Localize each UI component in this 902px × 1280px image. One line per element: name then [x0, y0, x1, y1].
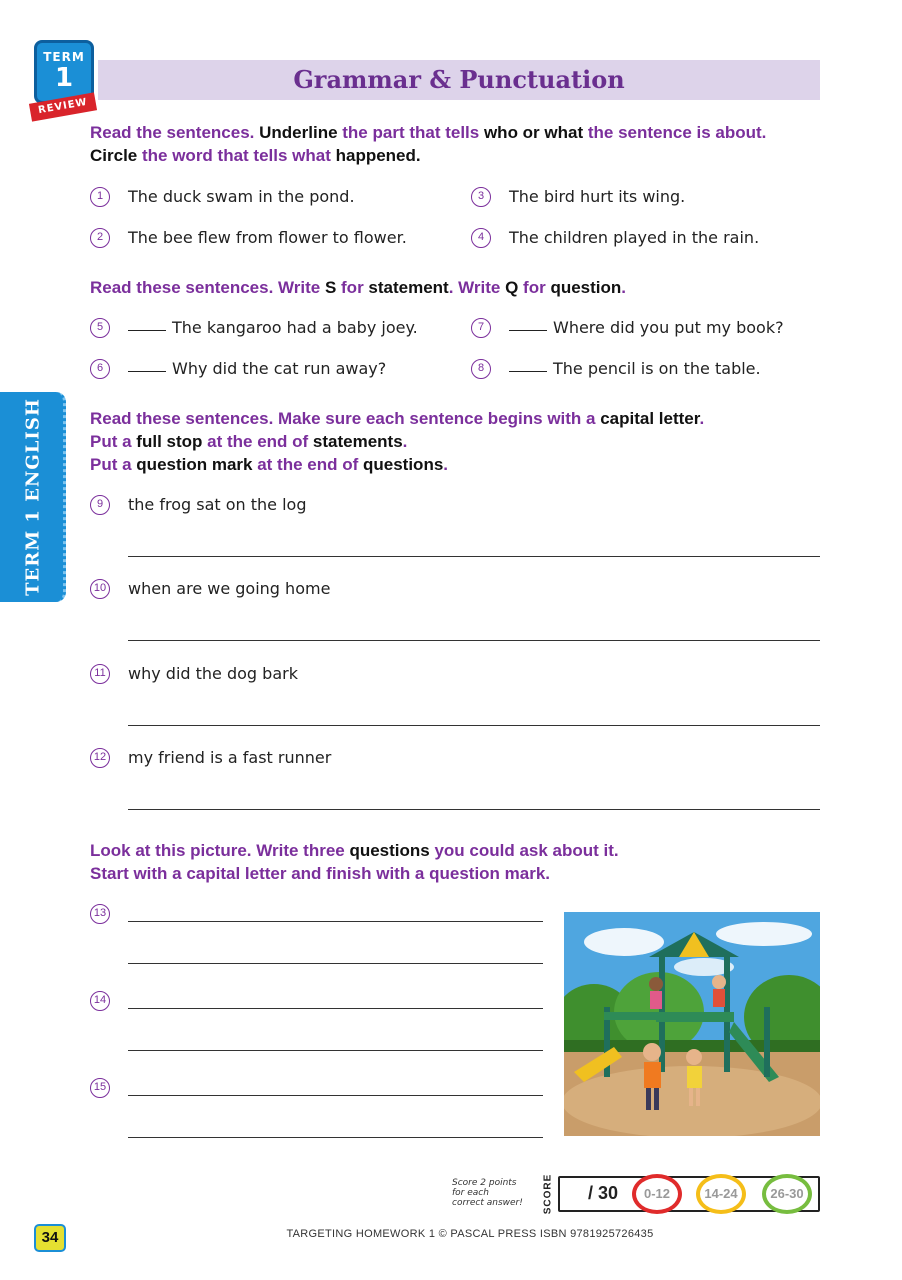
instruction-segment: for: [518, 278, 551, 297]
instruction-segment: questions: [349, 841, 430, 860]
playground-picture: [564, 912, 820, 1136]
item-text: The pencil is on the table.: [553, 359, 761, 378]
score-label: SCORE: [542, 1173, 554, 1215]
instruction-segment: questions: [363, 455, 444, 474]
item-number: 10: [90, 579, 110, 599]
item-text: The duck swam in the pond.: [128, 187, 355, 206]
instruction-segment: Circle: [90, 146, 142, 165]
score-range-high: 26-30: [762, 1174, 812, 1214]
title-bar: [98, 60, 820, 100]
instruction-segment: statement: [368, 278, 449, 297]
instruction-segment: Read these sentences. Write: [90, 278, 325, 297]
instruction-segment: Start with a capital letter and finish with a question mark.: [90, 864, 551, 883]
instruction-segment: question: [550, 278, 622, 297]
instruction-segment: at the end of: [252, 455, 363, 474]
page-title: Grammar & Punctuation: [293, 65, 625, 94]
item-number: 15: [90, 1078, 110, 1098]
instruction-segment: the word that tells what: [141, 146, 331, 165]
writing-line[interactable]: [128, 921, 543, 922]
item-number: 12: [90, 748, 110, 768]
writing-line[interactable]: [128, 556, 820, 557]
term-number: 1: [54, 63, 74, 93]
instruction-segment: Underline: [254, 123, 343, 142]
score-note-line: Score 2 points: [452, 1178, 517, 1188]
instruction-segment: .: [621, 278, 627, 297]
answer-blank[interactable]: [128, 330, 166, 331]
writing-line[interactable]: [128, 640, 820, 641]
item-text: why did the dog bark: [128, 664, 298, 683]
score-label-wrap: [540, 1173, 556, 1215]
score-range-mid: 14-24: [696, 1174, 746, 1214]
item-row: [128, 318, 418, 337]
score-note: [452, 1178, 542, 1208]
item-text: when are we going home: [128, 579, 331, 598]
item-number: 13: [90, 904, 110, 924]
writing-line[interactable]: [128, 1008, 543, 1009]
side-tab: [0, 392, 66, 602]
instruction-segment: you could ask about it.: [429, 841, 619, 860]
item-number: 3: [471, 187, 491, 207]
section1-instruction: [90, 121, 766, 167]
instruction-segment: .: [699, 409, 705, 428]
item-number: 7: [471, 318, 491, 338]
instruction-segment: S: [324, 278, 337, 297]
instruction-segment: .: [402, 432, 408, 451]
writing-line[interactable]: [128, 725, 820, 726]
item-number: 9: [90, 495, 110, 515]
item-row: [128, 359, 386, 378]
item-number: 2: [90, 228, 110, 248]
item-number: 4: [471, 228, 491, 248]
playground-illustration: [564, 912, 820, 1136]
item-number: 6: [90, 359, 110, 379]
instruction-segment: Q: [505, 278, 519, 297]
instruction-segment: for: [336, 278, 369, 297]
item-number: 1: [90, 187, 110, 207]
instruction-segment: Put a: [90, 432, 137, 451]
item-number: 8: [471, 359, 491, 379]
footer-text: TARGETING HOMEWORK 1 © PASCAL PRESS ISBN 9781925726435: [286, 1228, 654, 1240]
item-text: Where did you put my book?: [553, 318, 784, 337]
item-number: 5: [90, 318, 110, 338]
item-text: The bee flew from flower to flower.: [128, 228, 407, 247]
answer-blank[interactable]: [128, 371, 166, 372]
instruction-segment: who or what: [479, 123, 588, 142]
item-text: The kangaroo had a baby joey.: [172, 318, 418, 337]
item-row: [509, 318, 784, 337]
answer-blank[interactable]: [509, 330, 547, 331]
item-number: 14: [90, 991, 110, 1011]
item-number: 11: [90, 664, 110, 684]
instruction-segment: .: [443, 455, 449, 474]
score-range-low: 0-12: [632, 1174, 682, 1214]
writing-line[interactable]: [128, 1137, 543, 1138]
score-note-line: correct answer!: [452, 1198, 523, 1208]
instruction-segment: the part that tells: [342, 123, 480, 142]
section2-instruction: [90, 276, 626, 299]
answer-blank[interactable]: [509, 371, 547, 372]
instruction-segment: statements: [312, 432, 403, 451]
page-number: 34: [34, 1224, 66, 1252]
writing-line[interactable]: [128, 963, 543, 964]
instruction-segment: . Write: [448, 278, 506, 297]
instruction-segment: capital letter: [600, 409, 700, 428]
item-row: [509, 359, 761, 378]
item-text: Why did the cat run away?: [172, 359, 387, 378]
term-word: TERM: [43, 50, 85, 64]
score-out-of: / 30: [588, 1183, 619, 1203]
score-note-line: for each: [452, 1188, 489, 1198]
instruction-segment: Read these sentences. Make sure each sentence begins with a: [90, 409, 601, 428]
instruction-segment: question mark: [136, 455, 253, 474]
writing-line[interactable]: [128, 1095, 543, 1096]
writing-line[interactable]: [128, 1050, 543, 1051]
review-tag: REVIEW: [29, 92, 97, 121]
instruction-segment: Put a: [90, 455, 137, 474]
instruction-segment: the sentence is about.: [587, 123, 767, 142]
item-text: The children played in the rain.: [509, 228, 760, 247]
writing-line[interactable]: [128, 809, 820, 810]
instruction-segment: Look at this picture. Write three: [90, 841, 350, 860]
item-text: The bird hurt its wing.: [509, 187, 686, 206]
instruction-segment: Read the sentences.: [90, 123, 255, 142]
instruction-segment: full stop: [136, 432, 203, 451]
side-tab-label: TERM 1 ENGLISH: [22, 398, 44, 596]
item-text: my friend is a fast runner: [128, 748, 332, 767]
section3-instruction: [90, 407, 704, 476]
item-text: the frog sat on the log: [128, 495, 307, 514]
section4-instruction: [90, 839, 619, 885]
instruction-segment: at the end of: [202, 432, 313, 451]
instruction-segment: happened.: [330, 146, 421, 165]
